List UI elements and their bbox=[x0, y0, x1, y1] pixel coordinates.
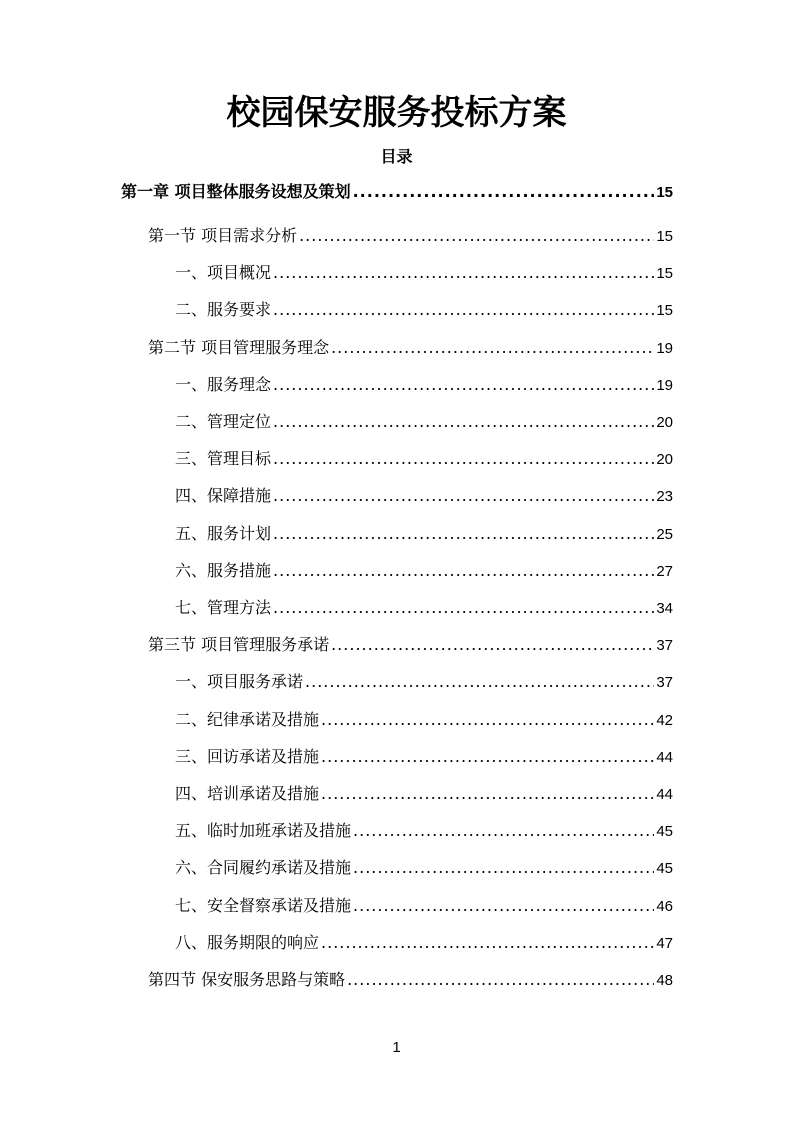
toc-entry-label: 一、项目服务承诺 bbox=[175, 672, 304, 692]
toc-dot-leader bbox=[321, 745, 654, 769]
toc-entry[interactable] bbox=[175, 261, 673, 286]
toc-entry[interactable] bbox=[175, 745, 673, 770]
toc-entry[interactable] bbox=[175, 708, 673, 733]
toc-dot-leader bbox=[273, 559, 654, 583]
toc-entry[interactable] bbox=[175, 410, 673, 435]
toc-entry[interactable] bbox=[175, 894, 673, 919]
toc-dot-leader bbox=[321, 782, 654, 806]
toc-entry[interactable] bbox=[175, 856, 673, 881]
toc-entry[interactable] bbox=[175, 484, 673, 509]
toc-entry-label: 第三节 项目管理服务承诺 bbox=[148, 635, 330, 655]
toc-entry-page: 15 bbox=[656, 184, 673, 201]
toc-dot-leader bbox=[353, 819, 654, 843]
toc-entry-label: 五、临时加班承诺及措施 bbox=[175, 821, 352, 841]
toc-dot-leader bbox=[347, 968, 654, 992]
toc-entry-label: 四、培训承诺及措施 bbox=[175, 784, 320, 803]
toc-entry-label: 二、管理定位 bbox=[175, 412, 272, 431]
toc-entry-page: 46 bbox=[656, 897, 673, 915]
toc-dot-leader bbox=[353, 894, 654, 918]
page-number: 1 bbox=[392, 1039, 401, 1056]
toc-dot-leader bbox=[273, 596, 654, 620]
toc-entry-page: 27 bbox=[656, 562, 673, 580]
toc-entry-page: 15 bbox=[656, 228, 673, 245]
toc-dot-leader bbox=[273, 373, 654, 397]
toc-dot-leader bbox=[353, 856, 654, 880]
toc-entry-label: 三、回访承诺及措施 bbox=[175, 746, 320, 766]
toc-entry-label: 第二节 项目管理服务理念 bbox=[148, 337, 330, 357]
toc-entry[interactable] bbox=[148, 224, 673, 249]
toc-entry-label: 二、服务要求 bbox=[175, 300, 272, 320]
toc-entry-label: 第一章 项目整体服务设想及策划 bbox=[121, 182, 351, 201]
toc-entry-page: 47 bbox=[656, 934, 673, 952]
toc-entry[interactable] bbox=[148, 633, 673, 658]
toc-entry-page: 19 bbox=[656, 376, 673, 394]
toc-entry-page: 34 bbox=[656, 600, 673, 617]
toc-entry[interactable] bbox=[175, 447, 673, 472]
toc-entry-page: 37 bbox=[656, 674, 673, 692]
toc-dot-leader bbox=[273, 447, 654, 471]
toc-entry-page: 20 bbox=[656, 414, 673, 431]
toc-entry-page: 15 bbox=[656, 265, 673, 283]
toc-entry-label: 八、服务期限的响应 bbox=[175, 932, 320, 952]
toc-entry-page: 23 bbox=[656, 488, 673, 506]
toc-entry-label: 第一节 项目需求分析 bbox=[148, 226, 298, 245]
toc-entry[interactable] bbox=[148, 336, 673, 361]
toc-dot-leader bbox=[299, 224, 654, 248]
toc-entry[interactable] bbox=[148, 968, 673, 993]
toc-entry-label: 七、安全督察承诺及措施 bbox=[175, 895, 352, 915]
toc-dot-leader bbox=[273, 410, 654, 434]
toc-entry-label: 五、服务计划 bbox=[175, 523, 272, 543]
toc-entry[interactable] bbox=[175, 373, 673, 398]
toc-entry-page: 45 bbox=[656, 860, 673, 878]
toc-dot-leader bbox=[273, 484, 654, 508]
toc-entry-page: 25 bbox=[656, 525, 673, 543]
toc-entry-page: 44 bbox=[656, 748, 673, 766]
toc-entry-page: 15 bbox=[656, 302, 673, 320]
document-title: 校园保安服务投标方案 bbox=[226, 93, 567, 133]
toc-entry-label: 第四节 保安服务思路与策略 bbox=[148, 970, 346, 989]
toc-entry-page: 37 bbox=[656, 637, 673, 655]
toc-dot-leader bbox=[353, 180, 655, 204]
toc-entry-label: 六、合同履约承诺及措施 bbox=[175, 858, 352, 878]
toc-entry[interactable] bbox=[175, 670, 673, 695]
toc-dot-leader bbox=[321, 708, 654, 732]
toc-entry-page: 42 bbox=[656, 711, 673, 729]
toc-entry[interactable] bbox=[175, 782, 673, 807]
toc-entry-label: 三、管理目标 bbox=[175, 449, 272, 469]
toc-entry[interactable] bbox=[175, 559, 673, 584]
toc-entry-page: 20 bbox=[656, 451, 673, 469]
toc-dot-leader bbox=[273, 261, 654, 285]
toc-entry[interactable] bbox=[175, 931, 673, 956]
toc-dot-leader bbox=[321, 931, 654, 955]
toc-entry-label: 一、项目概况 bbox=[175, 263, 272, 283]
toc-entry-page: 19 bbox=[656, 339, 673, 357]
toc-entry[interactable] bbox=[121, 180, 673, 205]
toc-heading: 目录 bbox=[380, 147, 413, 166]
toc-entry-page: 44 bbox=[656, 786, 673, 803]
toc-dot-leader bbox=[305, 670, 654, 694]
toc-entry[interactable] bbox=[175, 596, 673, 621]
toc-entry[interactable] bbox=[175, 522, 673, 547]
toc-dot-leader bbox=[331, 633, 654, 657]
toc-dot-leader bbox=[331, 336, 654, 360]
toc-entry-label: 六、服务措施 bbox=[175, 560, 272, 580]
toc-entry[interactable] bbox=[175, 819, 673, 844]
toc-entry-label: 七、管理方法 bbox=[175, 598, 272, 617]
toc-dot-leader bbox=[273, 298, 654, 322]
toc-entry-label: 二、纪律承诺及措施 bbox=[175, 709, 320, 729]
toc-entry-page: 45 bbox=[656, 823, 673, 841]
toc-entry-label: 四、保障措施 bbox=[175, 486, 272, 506]
toc-dot-leader bbox=[273, 522, 654, 546]
toc-entry-label: 一、服务理念 bbox=[175, 374, 272, 394]
toc-entry[interactable] bbox=[175, 298, 673, 323]
toc-entry-page: 48 bbox=[656, 972, 673, 989]
